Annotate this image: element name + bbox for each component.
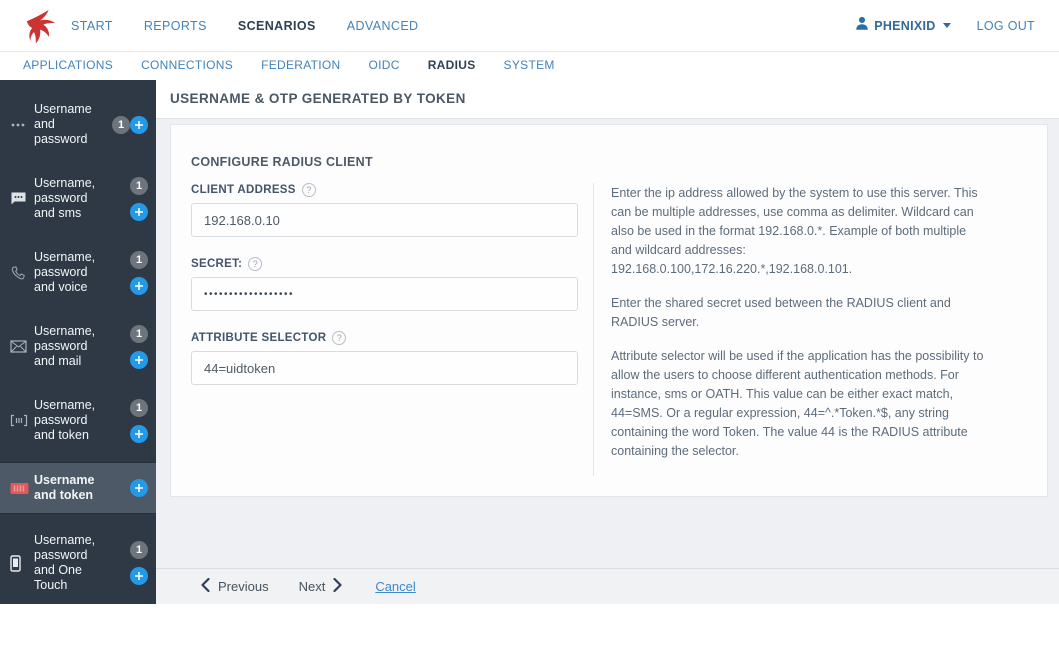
- subnav-item-connections[interactable]: CONNECTIONS: [141, 58, 234, 72]
- configure-radius-client-panel: [170, 124, 1048, 497]
- radius-client-form: [191, 183, 594, 476]
- client-address-help: Enter the ip address allowed by the system to use this server. This can be multiple addresses, use comma as delimiter. Wildcard can also be used in the format 192.168.0.*. Example of both multiple and wildcard addresses: 192.168.0.100,172.16.220.*,192.168.0.101.: [611, 186, 978, 276]
- attribute-selector-input[interactable]: [191, 351, 578, 385]
- client-address-label: CLIENT ADDRESS: [191, 184, 296, 196]
- secret-input[interactable]: [191, 277, 578, 311]
- logout-button[interactable]: LOG OUT: [976, 18, 1035, 33]
- attribute-selector-help: Attribute selector will be used if the application has the possibility to allow the users to choose different authentication methods. For instance, sms or OATH. This value can be either exact match, 44=SMS. Or a regular expression, 44=^.*Token.*$, any string containing the word Token. The value 44 is the RADIUS attribute containing the selector.: [611, 349, 984, 458]
- subnav-item-system[interactable]: SYSTEM: [503, 58, 555, 72]
- sidebar-item-label: Username, password and One Touch: [34, 533, 96, 592]
- user-menu[interactable]: [854, 15, 950, 37]
- count-badge: 1: [130, 325, 148, 343]
- help-icon[interactable]: ?: [302, 183, 316, 197]
- subnav-item-federation[interactable]: FEDERATION: [261, 58, 341, 72]
- count-badge: 1: [130, 177, 148, 195]
- sidebar-item-username-password-one-touch[interactable]: [0, 523, 156, 603]
- sidebar-item-label: Username, password and sms: [34, 176, 96, 220]
- count-badge: 1: [130, 399, 148, 417]
- count-badge: 1: [130, 251, 148, 269]
- client-address-input[interactable]: [191, 203, 578, 237]
- top-navbar: [0, 0, 1059, 52]
- nav-item-advanced[interactable]: ADVANCED: [346, 18, 419, 33]
- next-label: Next: [298, 579, 326, 594]
- add-icon[interactable]: [130, 479, 148, 497]
- mail-icon: [10, 340, 34, 353]
- nav-item-scenarios[interactable]: SCENARIOS: [237, 18, 316, 33]
- sidebar-item-label: Username and password: [34, 102, 92, 146]
- next-button[interactable]: [299, 578, 343, 595]
- secret-field-group: [191, 257, 578, 311]
- add-icon[interactable]: [130, 567, 148, 585]
- add-icon[interactable]: [130, 203, 148, 221]
- phenixid-logo-icon[interactable]: [24, 8, 58, 44]
- secret-help: Enter the shared secret used between the RADIUS client and RADIUS server.: [611, 296, 951, 329]
- secondary-nav: [0, 52, 1059, 80]
- add-icon[interactable]: [130, 425, 148, 443]
- sidebar-item-username-and-token[interactable]: [0, 462, 156, 514]
- sidebar-item-label: Username, password and token: [34, 398, 96, 442]
- client-address-field-group: [191, 183, 578, 237]
- ellipsis-icon: [10, 117, 34, 133]
- sidebar-item-username-password-token[interactable]: [0, 388, 156, 453]
- token-red-icon: [10, 482, 34, 495]
- count-badge: 1: [130, 541, 148, 559]
- add-icon[interactable]: [130, 277, 148, 295]
- sidebar-item-username-and-password[interactable]: [0, 92, 156, 157]
- previous-button[interactable]: [201, 578, 269, 595]
- page-header: [156, 80, 1059, 119]
- add-icon[interactable]: [130, 351, 148, 369]
- cancel-link[interactable]: Cancel: [375, 579, 416, 594]
- subnav-item-radius[interactable]: RADIUS: [427, 58, 476, 72]
- attribute-selector-field-group: [191, 331, 578, 385]
- sidebar-item-label: Username, password and mail: [34, 324, 96, 368]
- help-icon[interactable]: ?: [248, 257, 262, 271]
- chevron-left-icon: [201, 578, 210, 595]
- sidebar-item-label: Username and token: [34, 473, 95, 502]
- subnav-item-applications[interactable]: APPLICATIONS: [23, 58, 114, 72]
- panel-title: CONFIGURE RADIUS CLIENT: [191, 155, 373, 169]
- phone-icon: [10, 265, 34, 281]
- subnav-item-oidc[interactable]: OIDC: [368, 58, 400, 72]
- primary-nav: [71, 19, 418, 33]
- attribute-selector-label: ATTRIBUTE SELECTOR: [191, 332, 327, 344]
- chevron-down-icon: [943, 23, 951, 28]
- sidebar-item-username-password-sms[interactable]: [0, 166, 156, 231]
- sms-bubble-icon: [10, 191, 34, 206]
- previous-label: Previous: [218, 579, 269, 594]
- add-icon[interactable]: [130, 116, 148, 134]
- user-icon: [854, 15, 870, 37]
- mobile-icon: [10, 555, 34, 572]
- count-badge: 1: [112, 116, 130, 134]
- help-icon[interactable]: ?: [332, 331, 346, 345]
- nav-item-start[interactable]: START: [71, 18, 113, 33]
- nav-item-reports[interactable]: REPORTS: [143, 18, 207, 33]
- chevron-right-icon: [333, 578, 342, 595]
- sidebar-item-username-password-mail[interactable]: [0, 314, 156, 379]
- page-title: USERNAME & OTP GENERATED BY TOKEN: [170, 91, 466, 106]
- field-help-text: [594, 183, 986, 476]
- token-icon: [10, 414, 34, 427]
- scenario-sidebar: [0, 80, 156, 604]
- user-name: PHENIXID: [874, 18, 936, 33]
- sidebar-item-label: Username, password and voice: [34, 250, 96, 294]
- secret-label: SECRET:: [191, 258, 243, 270]
- wizard-footer: [156, 568, 1059, 604]
- sidebar-item-username-password-voice[interactable]: [0, 240, 156, 305]
